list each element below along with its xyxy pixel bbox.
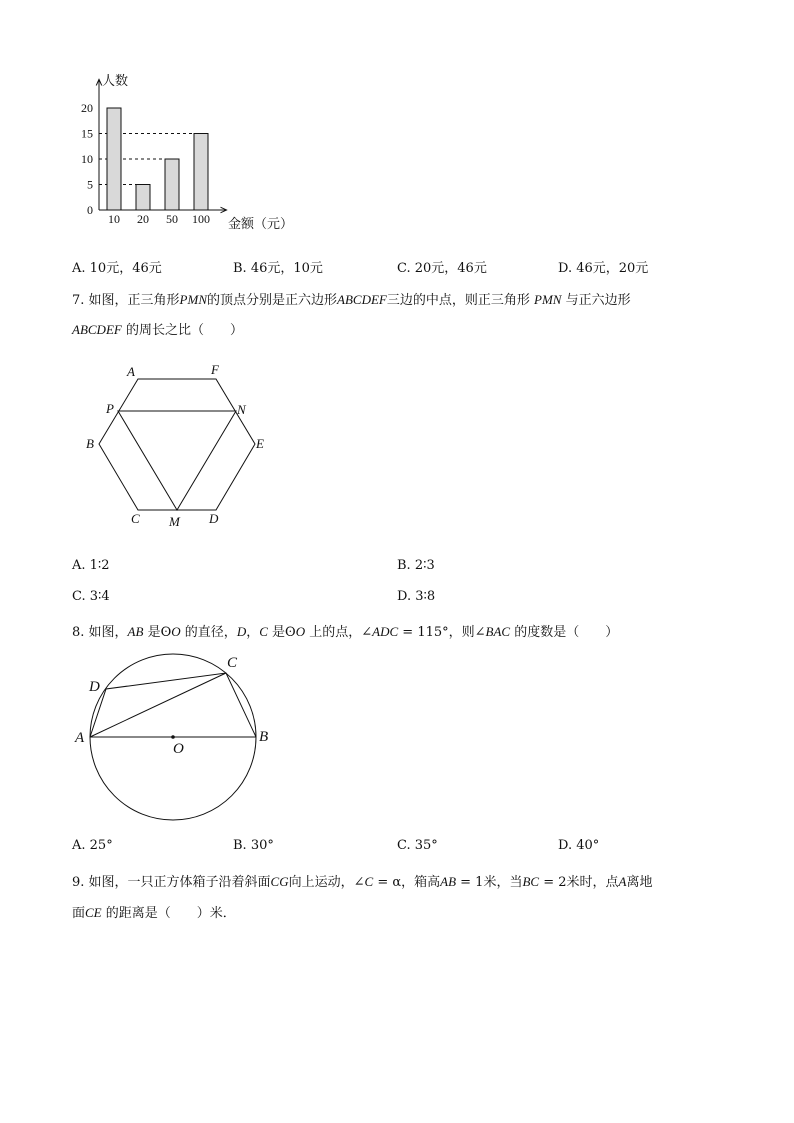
- label-o: O: [173, 741, 184, 757]
- y-tick-20: 20: [81, 101, 93, 115]
- q9-text-line2: 面CE 的距离是（ ）米．: [72, 905, 236, 921]
- q6-option-d[interactable]: D. 46元，20元: [558, 261, 649, 276]
- quad-adcb: [90, 673, 256, 737]
- q7-option-c[interactable]: C. 3∶4: [72, 589, 110, 604]
- x-tick-50: 50: [166, 212, 178, 226]
- q6-option-c[interactable]: C. 20元，46元: [397, 261, 487, 276]
- y-tick-15: 15: [81, 126, 93, 141]
- q6-option-a[interactable]: A. 10元，46元: [72, 261, 162, 276]
- label-c: C: [131, 511, 140, 526]
- label-d: D: [209, 511, 219, 526]
- label-b: B: [86, 436, 94, 451]
- label-f: F: [211, 362, 219, 377]
- y-tick-5: 5: [87, 177, 93, 192]
- x-tick-100: 100: [192, 212, 210, 226]
- label-m: M: [169, 514, 180, 529]
- label-a: A: [75, 730, 85, 746]
- hexagon-figure: [0, 0, 794, 560]
- hexagon-abcdef: [99, 379, 255, 510]
- y-axis-label: 人数: [102, 74, 129, 89]
- q9-text-line1: 9. 如图，一只正方体箱子沿着斜面CG向上运动，∠C = α，箱高AB = 1米，当BC = 2米时，点A离地: [72, 874, 653, 890]
- triangle-pmn: [118, 411, 236, 510]
- x-tick-10: 10: [108, 212, 120, 226]
- label-p: P: [106, 401, 114, 416]
- x-tick-20: 20: [137, 212, 149, 226]
- q7-text-line2: ABCDEF 的周长之比（ ）: [72, 322, 243, 338]
- q8-option-c[interactable]: C. 35°: [397, 838, 438, 853]
- x-axis-label: 金额（元）: [228, 217, 294, 232]
- label-d: D: [89, 679, 100, 695]
- label-n: N: [237, 402, 246, 417]
- q8-option-d[interactable]: D. 40°: [558, 838, 600, 853]
- label-a: A: [127, 364, 135, 379]
- label-b: B: [259, 729, 269, 745]
- q7-option-d[interactable]: D. 3∶8: [397, 589, 436, 604]
- q6-option-b[interactable]: B. 46元，10元: [233, 261, 323, 276]
- q8-option-b[interactable]: B. 30°: [233, 838, 274, 853]
- q7-text-line1: 7. 如图，正三角形PMN的顶点分别是正六边形ABCDEF三边的中点，则正三角形 PMN 与正六边形: [72, 292, 631, 308]
- y-tick-10: 10: [81, 152, 93, 166]
- label-e: E: [256, 436, 264, 451]
- center-dot: [171, 735, 175, 739]
- q8-text: 8. 如图，AB 是ʘO 的直径，D，C 是ʘO 上的点，∠ADC = 115°，则∠BAC 的度数是（ ）: [72, 624, 619, 640]
- circle-figure: [0, 600, 794, 830]
- y-tick-0: 0: [87, 203, 93, 217]
- q8-option-a[interactable]: A. 25°: [72, 838, 113, 853]
- q7-option-a[interactable]: A. 1∶2: [72, 558, 110, 573]
- q7-option-b[interactable]: B. 2∶3: [397, 558, 435, 573]
- label-c: C: [227, 655, 238, 671]
